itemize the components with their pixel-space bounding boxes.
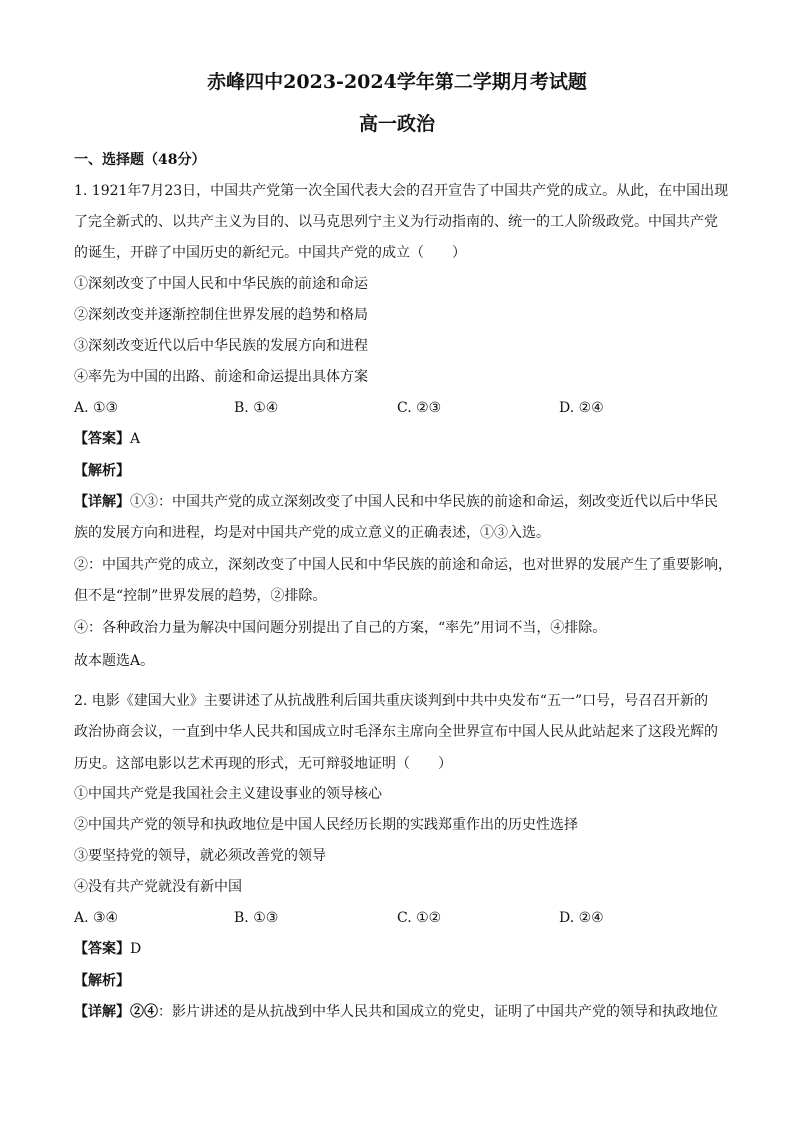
q2-stem-line-2: 政治协商会议，一直到中华人民共和国成立时毛泽东主席向全世界宣布中国人民从此站起来了这段光辉的	[74, 724, 718, 740]
q2-option-d: D. ②④	[559, 910, 604, 926]
q1-stem-line-2: 了完全新式的、以共产主义为目的、以马克思列宁主义为行动指南的、统一的工人阶级政党。中国共产党	[74, 214, 718, 230]
q1-statement-4: ④率先为中国的出路、前途和命运提出具体方案	[74, 369, 368, 385]
q2-answer	[74, 939, 734, 959]
q1-stem-line-3: 的诞生，开辟了中国历史的新纪元。中国共产党的成立（ ）	[74, 245, 466, 261]
q1-statement-2: ②深刻改变并逐渐控制住世界发展的趋势和格局	[74, 307, 368, 323]
section-title: 一、选择题（48分）	[74, 152, 206, 168]
q2-detail-line-1	[74, 1002, 734, 1022]
exam-title: 赤峰四中2023-2024学年第二学期月考试题	[207, 71, 587, 93]
q1-option-b: B. ①④	[234, 400, 279, 416]
q2-option-a: A. ③④	[74, 910, 119, 926]
q2-detail-bold: ②④	[130, 1004, 158, 1020]
q2-detail-text: ：影片讲述的是从抗战到中华人民共和国成立的党史，证明了中国共产党的领导和执政地位	[158, 1004, 718, 1020]
q2-statement-2: ②中国共产党的领导和执政地位是中国人民经历长期的实践郑重作出的历史性选择	[74, 817, 578, 833]
q1-conclusion: 故本题选A。	[74, 653, 155, 669]
q1-analysis-label: 【解析】	[74, 463, 130, 479]
q2-statement-4: ④没有共产党就没有新中国	[74, 879, 242, 895]
q2-option-b: B. ①③	[234, 910, 279, 926]
q2-stem-line-3: 历史。这部电影以艺术再现的形式，无可辩驳地证明（ ）	[74, 756, 452, 772]
q1-detail-text-1: ①③：中国共产党的成立深刻改变了中国人民和中华民族的前途和命运，刻改变近代以后中华民	[130, 494, 718, 510]
q1-detail-line-3: ②：中国共产党的成立，深刻改变了中国人民和中华民族的前途和命运，也对世界的发展产生了重要影响，	[74, 557, 732, 573]
q1-detail-line-5: ④：各种政治力量为解决中国问题分别提出了自己的方案，“率先”用词不当，④排除。	[74, 620, 607, 636]
q2-stem-line-1: 2. 电影《建国大业》主要讲述了从抗战胜利后国共重庆谈判到中共中央发布“五一”口号，号召召开新的	[74, 693, 709, 709]
q1-option-c: C. ②③	[397, 400, 442, 416]
q1-answer	[74, 429, 734, 449]
q2-option-c: C. ①②	[397, 910, 442, 926]
q1-statement-3: ③深刻改变近代以后中华民族的发展方向和进程	[74, 338, 368, 354]
q1-detail-line-2: 族的发展方向和进程，均是对中国共产党的成立意义的正确表述，①③入选。	[74, 525, 550, 541]
q1-option-d: D. ②④	[559, 400, 604, 416]
q2-statement-3: ③要坚持党的领导，就必须改善党的领导	[74, 848, 326, 864]
q2-analysis-tag	[74, 971, 734, 991]
q2-detail-tag: 【详解】	[74, 1004, 130, 1020]
q1-answer-tag: 【答案】	[74, 431, 130, 447]
q1-option-a: A. ①③	[74, 400, 119, 416]
q1-analysis-tag	[74, 461, 734, 481]
q1-detail-line-4: 但不是“控制”世界发展的趋势，②排除。	[74, 588, 327, 604]
q1-statement-1: ①深刻改变了中国人民和中华民族的前途和命运	[74, 276, 368, 292]
q2-analysis-label: 【解析】	[74, 973, 130, 989]
q1-detail-line-1	[74, 492, 734, 512]
q1-answer-value: A	[130, 431, 141, 447]
exam-subject: 高一政治	[358, 113, 435, 135]
q1-stem-line-1: 1. 1921年7月23日，中国共产党第一次全国代表大会的召开宣告了中国共产党的成立。从此，在中国出现	[74, 183, 729, 199]
q2-answer-value: D	[130, 941, 142, 957]
q1-detail-tag: 【详解】	[74, 494, 130, 510]
q2-answer-tag: 【答案】	[74, 941, 130, 957]
q2-statement-1: ①中国共产党是我国社会主义建设事业的领导核心	[74, 786, 382, 802]
